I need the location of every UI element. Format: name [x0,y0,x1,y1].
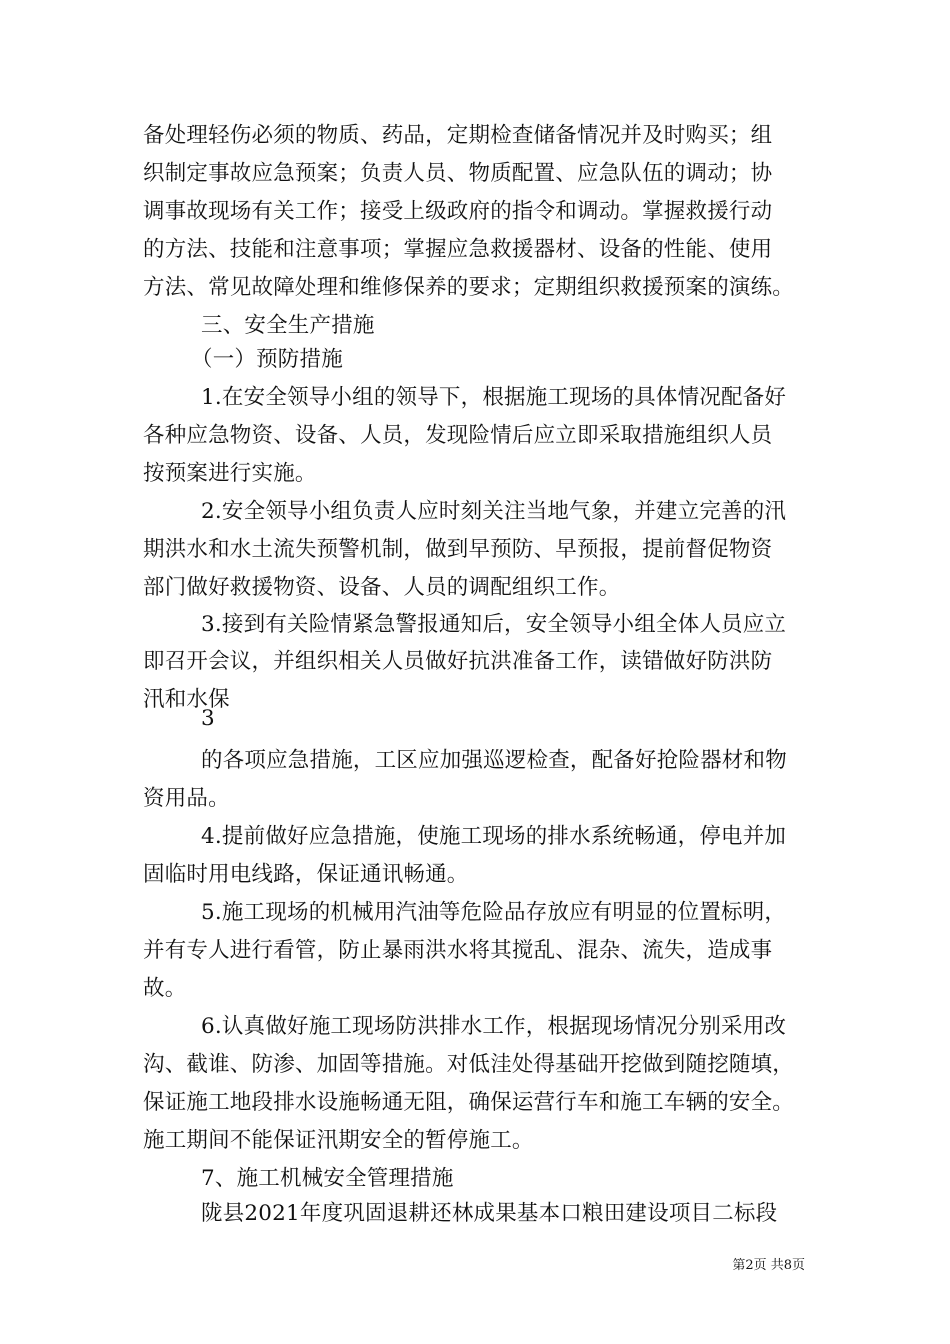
body-line: 固临时用电线路，保证通讯畅通。 [143,862,469,887]
body-line: 4.提前做好应急措施，使施工现场的排水系统畅通，停电并加 [201,824,787,849]
body-line: 期洪水和水土流失预警机制，做到早预防、早预报，提前督促物资 [143,537,773,562]
body-line: 施工期间不能保证汛期安全的暂停施工。 [143,1128,534,1153]
body-line: 5.施工现场的机械用汽油等危险品存放应有明显的位置标明， [201,900,787,925]
body-line: 部门做好救援物资、设备、人员的调配组织工作。 [143,575,621,600]
body-line: 备处理轻伤必须的物质、药品，定期检查储备情况并及时购买；组 [143,123,773,148]
section-heading: 7、施工机械安全管理措施 [201,1166,454,1191]
body-line: 并有专人进行看管，防止暴雨洪水将其搅乱、混杂、流失，造成事 [143,938,773,963]
body-line: 资用品。 [143,786,230,811]
body-line: 的各项应急措施，工区应加强巡逻检查，配备好抢险器材和物 [201,748,787,773]
body-line: 保证施工地段排水设施畅通无阻，确保运营行车和施工车辆的安全。 [143,1090,795,1115]
page-footer: 第2页 共8页 [732,1258,805,1273]
body-line: 沟、截谁、防渗、加固等措施。对低洼处得基础开挖做到随挖随填， [143,1052,795,1077]
subsection-heading: （一）预防措施 [191,347,343,372]
body-line: 织制定事故应急预案；负责人员、物质配置、应急队伍的调动；协 [143,161,773,186]
body-line: 2.安全领导小组负责人应时刻关注当地气象，并建立完善的汛 [201,499,787,524]
body-line: 的方法、技能和注意事项；掌握应急救援器材、设备的性能、使用 [143,237,773,262]
body-line: 各种应急物资、设备、人员，发现险情后应立即采取措施组织人员 [143,423,773,448]
body-line: 陇县2021年度巩固退耕还林成果基本口粮田建设项目二标段 [201,1201,778,1226]
body-line: 6.认真做好施工现场防洪排水工作，根据现场情况分别采用改 [201,1014,787,1039]
section-heading: 三、安全生产措施 [201,313,375,338]
body-line: 1.在安全领导小组的领导下，根据施工现场的具体情况配备好 [201,385,787,410]
body-line: 按预案进行实施。 [143,461,317,486]
body-line: 方法、常见故障处理和维修保养的要求；定期组织救援预案的演练。 [143,275,795,300]
body-line: 调事故现场有关工作；接受上级政府的指令和调动。掌握救援行动 [143,199,773,224]
body-line: 汛和水保 [143,687,230,712]
body-line: 3.接到有关险情紧急警报通知后，安全领导小组全体人员应立 [201,612,787,637]
page-number-marker: 3 [201,706,215,731]
body-line: 故。 [143,976,187,1001]
body-line: 即召开会议，并组织相关人员做好抗洪准备工作，读错做好防洪防 [143,649,773,674]
